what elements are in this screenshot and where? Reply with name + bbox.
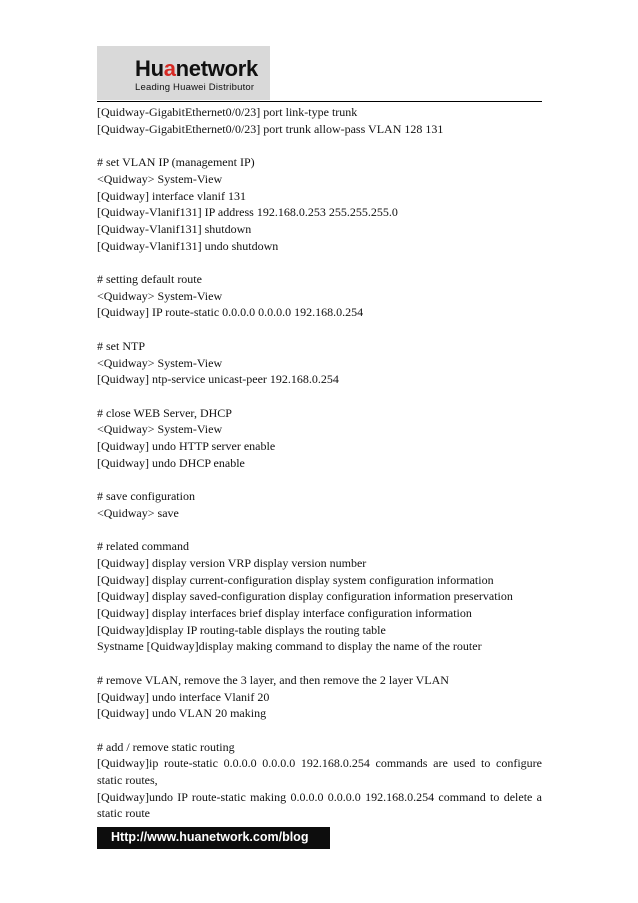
- command-line: <Quidway> save: [97, 505, 179, 520]
- logo-wordmark-part: Hu: [135, 56, 164, 81]
- section-comment: # set VLAN IP (management IP): [97, 155, 255, 170]
- section-comment: # related command: [97, 539, 189, 554]
- paragraph: [Quidway]undo IP route-static making 0.0.0.0 0.0.0.0 192.168.0.254 command to delete a static route: [97, 789, 542, 821]
- command-line: [Quidway-GigabitEthernet0/0/23] port link-type trunk: [97, 105, 358, 119]
- section-comment: # set NTP: [97, 338, 145, 353]
- command-line: <Quidway> System-View: [97, 355, 223, 370]
- command-line: [Quidway]display IP routing-table displays the routing table: [97, 622, 386, 637]
- blank-line: [97, 388, 542, 405]
- blank-line: [97, 321, 542, 338]
- command-line: [Quidway] ntp-service unicast-peer 192.168.0.254: [97, 372, 339, 387]
- blank-line: [97, 655, 542, 672]
- document-body: [97, 104, 542, 822]
- command-line: Systname [Quidway]display making command to display the name of the router: [97, 639, 482, 654]
- section-comment: # add / remove static routing: [97, 739, 235, 754]
- command-line: <Quidway> System-View: [97, 288, 223, 303]
- command-line: [Quidway-Vlanif131] undo shutdown: [97, 238, 279, 253]
- command-line: [Quidway-GigabitEthernet0/0/23] port trunk allow-pass VLAN 128 131: [97, 121, 444, 136]
- header-divider: [97, 101, 542, 102]
- command-line: [Quidway] undo HTTP server enable: [97, 439, 276, 453]
- command-line: [Quidway-Vlanif131] IP address 192.168.0.253 255.255.255.0: [97, 205, 398, 220]
- command-line: [Quidway] IP route-static 0.0.0.0 0.0.0.0 192.168.0.254: [97, 305, 364, 320]
- command-line: [Quidway] undo VLAN 20 making: [97, 706, 267, 721]
- command-line: [Quidway] interface vlanif 131: [97, 188, 246, 203]
- command-line: <Quidway> System-View: [97, 171, 223, 186]
- logo-wordmark: [135, 58, 258, 80]
- command-line: [Quidway] display saved-configuration display configuration information preservation: [97, 589, 513, 604]
- blank-line: [97, 722, 542, 739]
- command-lines: [97, 104, 542, 755]
- command-line: [Quidway] undo DHCP enable: [97, 455, 245, 470]
- logo-wordmark-accent: a: [163, 56, 176, 81]
- command-line: [Quidway] undo interface Vlanif 20: [97, 689, 270, 704]
- command-line: <Quidway> System-View: [97, 422, 223, 437]
- command-line: [Quidway] display version VRP display version number: [97, 555, 367, 570]
- paragraph: [Quidway]ip route-static 0.0.0.0 0.0.0.0 192.168.0.254 commands are used to configure static routes,: [97, 756, 542, 787]
- command-line: [Quidway] display interfaces brief display interface configuration information: [97, 606, 472, 620]
- logo-tagline: Leading Huawei Distributor: [135, 82, 255, 93]
- logo-wordmark-part: network: [175, 56, 258, 81]
- blank-line: [97, 522, 542, 539]
- header-logo: [97, 46, 270, 100]
- section-comment: # setting default route: [97, 272, 202, 286]
- command-line: [Quidway-Vlanif131] shutdown: [97, 221, 252, 236]
- section-comment: # save configuration: [97, 489, 195, 504]
- footer-url-bar: [97, 827, 330, 849]
- section-comment: # remove VLAN, remove the 3 layer, and then remove the 2 layer VLAN: [97, 672, 449, 687]
- blank-line: [97, 137, 542, 154]
- blank-line: [97, 254, 542, 271]
- footer-url: Http://www.huanetwork.com/blog: [111, 830, 309, 844]
- command-line: [Quidway] display current-configuration display system configuration information: [97, 572, 494, 587]
- section-comment: # close WEB Server, DHCP: [97, 405, 232, 420]
- blank-line: [97, 471, 542, 488]
